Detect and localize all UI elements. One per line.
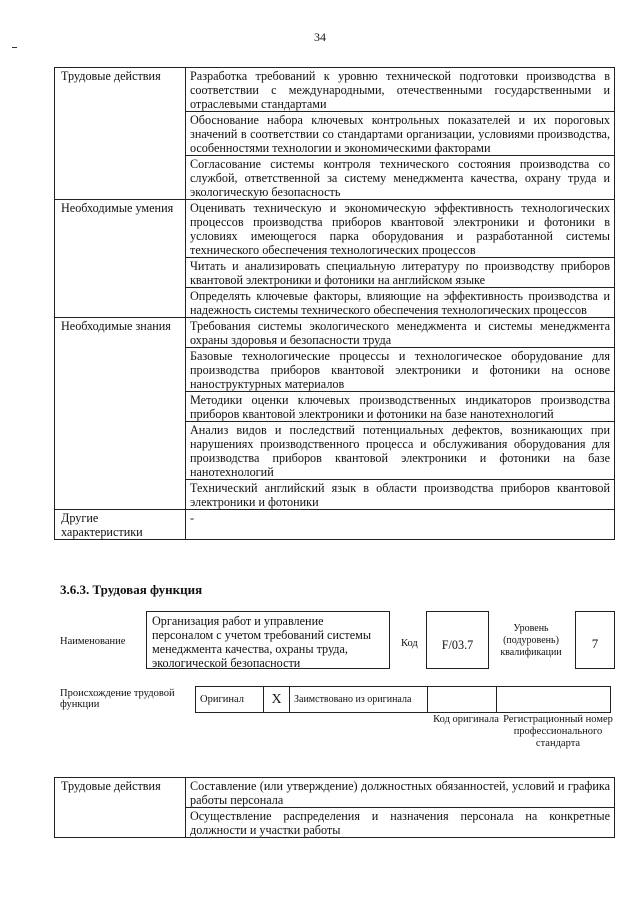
- table-row: [55, 318, 615, 348]
- table-cell: Читать и анализировать специальную литературу по производству приборов квантовой электроники и фотоники на английском языке: [186, 258, 615, 288]
- table-cell: Составление (или утверждение) должностных обязанностей, условий и графика работы персонала: [186, 778, 615, 808]
- table-cell: Методики оценки ключевых производственных индикаторов производства приборов квантовой электроники и фотоники на базе нанотехнологий: [186, 392, 615, 422]
- labor-actions-table: [54, 777, 615, 838]
- function-code-box: F/03.7: [426, 611, 489, 669]
- table-cell: Осуществление распределения и назначения персонала на конкретные должности и участки работы: [186, 808, 615, 838]
- table-row: [55, 200, 615, 258]
- registration-number-cell: [497, 687, 611, 713]
- table-row: [55, 778, 615, 808]
- table-cell: Технический английский язык в области производства приборов квантовой электроники и фотоники: [186, 480, 615, 510]
- name-label: Наименование: [60, 636, 126, 647]
- original-mark: X: [264, 687, 290, 713]
- borrowed-label: Заимствовано из оригинала: [290, 687, 428, 713]
- table-row: [55, 510, 615, 540]
- page-number: 34: [314, 30, 326, 44]
- section-title: 3.6.3. Трудовая функция: [60, 582, 203, 597]
- original-code-cell: [428, 687, 497, 713]
- table-cell: -: [186, 510, 615, 540]
- competency-table: [54, 67, 615, 540]
- row-label-knowledge: Необходимые знания: [55, 318, 186, 510]
- table-cell: Разработка требований к уровню технической подготовки производства в соответствии с международными, отечественными государственными и отраслевыми стандартами: [186, 68, 615, 112]
- original-label: Оригинал: [196, 687, 264, 713]
- table-row: [196, 687, 611, 713]
- origin-label: Происхождение трудовой функции: [60, 688, 175, 710]
- row-label-other: Другие характеристики: [55, 510, 186, 540]
- table-row: [55, 68, 615, 112]
- level-label: Уровень (подуровень) квалификации: [500, 623, 562, 658]
- table-cell: Оценивать техническую и экономическую эффективность технологических процессов производства приборов квантовой электроники и фотоники в условиях имеющегося парка оборудования и разработанной системы технического обеспечения технологических процессов: [186, 200, 615, 258]
- table-cell: Обоснование набора ключевых контрольных показателей и их пороговых значений в соответствии со стандартами организации, условиями производства, особенностями технологии и экономическими факторами: [186, 112, 615, 156]
- origin-table: [195, 686, 611, 713]
- table-cell: Базовые технологические процессы и технологическое оборудование для производства приборов квантовой электроники и фотоники на основе наноструктурных материалов: [186, 348, 615, 392]
- registration-caption: Регистрационный номер профессионального стандарта: [503, 714, 613, 749]
- table-cell: Определять ключевые факторы, влияющие на эффективность производства и надежность системы технического обеспечения технологических процессов: [186, 288, 615, 318]
- table-cell: Требования системы экологического менеджмента и системы менеджмента охраны здоровья и безопасности труда: [186, 318, 615, 348]
- level-value-box: 7: [575, 611, 615, 669]
- code-caption: Код оригинала: [433, 714, 499, 725]
- function-name-box: Организация работ и управление персоналом с учетом требований системы менеджмента качества, охраны труда, экологической безопасности: [146, 611, 390, 669]
- table-cell: Согласование системы контроля технического состояния производства со службой, ответственной за систему менеджмента качества, охрану труда и экологическую безопасность: [186, 156, 615, 200]
- row-label-labor-actions: Трудовые действия: [55, 778, 186, 838]
- margin-mark: [12, 47, 17, 48]
- table-cell: Анализ видов и последствий потенциальных дефектов, возникающих при нарушениях производственного процесса и обслуживания оборудования для производства приборов квантовой электроники и фотоники на базе нанотехнологий: [186, 422, 615, 480]
- row-label-skills: Необходимые умения: [55, 200, 186, 318]
- code-label: Код: [401, 638, 418, 649]
- row-label-labor-actions: Трудовые действия: [55, 68, 186, 200]
